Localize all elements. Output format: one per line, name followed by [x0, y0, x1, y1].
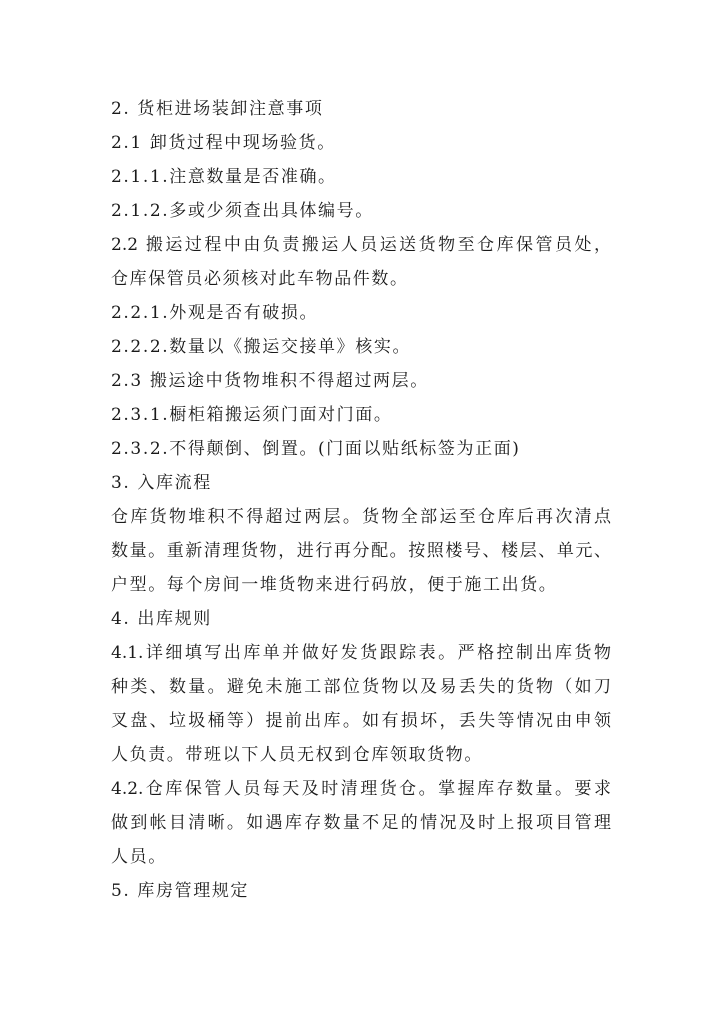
clause-2-1-2: 2.1.2.多或少须查出具体编号。 [111, 201, 374, 221]
clause-2-3-2: 2.3.2.不得颠倒、倒置。(门面以贴纸标签为正面) [111, 439, 521, 459]
clause-4-2-line-1: 4.2.仓库保管人员每天及时清理货仓。掌握库存数量。要求 [111, 779, 611, 799]
section-3-paragraph-line-3: 户型。每个房间一堆货物来进行码放，便于施工出货。 [111, 575, 558, 595]
section-4-heading: 4. 出库规则 [111, 609, 212, 629]
section-2-heading: 2. 货柜进场装卸注意事项 [111, 99, 324, 119]
clause-2-3: 2.3 搬运途中货物堆积不得超过两层。 [111, 371, 429, 391]
clause-2-2-2: 2.2.2.数量以《搬运交接单》核实。 [111, 337, 412, 357]
clause-4-1-line-2: 种类、数量。避免未施工部位货物以及易丢失的货物（如刀 [111, 677, 611, 697]
clause-2-2-line-2: 仓库保管员必须核对此车物品件数。 [111, 269, 409, 289]
clause-2-2-1: 2.2.1.外观是否有破损。 [111, 303, 319, 323]
clause-4-2-line-3: 人员。 [111, 847, 167, 867]
clause-2-1: 2.1 卸货过程中现场验货。 [111, 133, 336, 153]
clause-2-1-1: 2.1.1.注意数量是否准确。 [111, 167, 337, 187]
section-3-paragraph-line-2: 数量。重新清理货物，进行再分配。按照楼号、楼层、单元、 [111, 541, 611, 561]
section-3-heading: 3. 入库流程 [111, 473, 212, 493]
clause-2-3-1: 2.3.1.橱柜箱搬运须门面对门面。 [111, 405, 393, 425]
document-body [111, 92, 611, 908]
clause-4-2-line-2: 做到帐目清晰。如遇库存数量不足的情况及时上报项目管理 [111, 813, 611, 833]
section-3-paragraph-line-1: 仓库货物堆积不得超过两层。货物全部运至仓库后再次清点 [111, 507, 611, 527]
section-5-heading: 5. 库房管理规定 [111, 881, 250, 901]
clause-4-1-line-3: 叉盘、垃圾桶等）提前出库。如有损坏，丢失等情况由申领 [111, 711, 611, 731]
clause-4-1-line-4: 人负责。带班以下人员无权到仓库领取货物。 [111, 745, 483, 765]
clause-4-1-line-1: 4.1.详细填写出库单并做好发货跟踪表。严格控制出库货物 [111, 643, 611, 663]
clause-2-2-line-1: 2.2 搬运过程中由负责搬运人员运送货物至仓库保管员处， [111, 235, 611, 255]
